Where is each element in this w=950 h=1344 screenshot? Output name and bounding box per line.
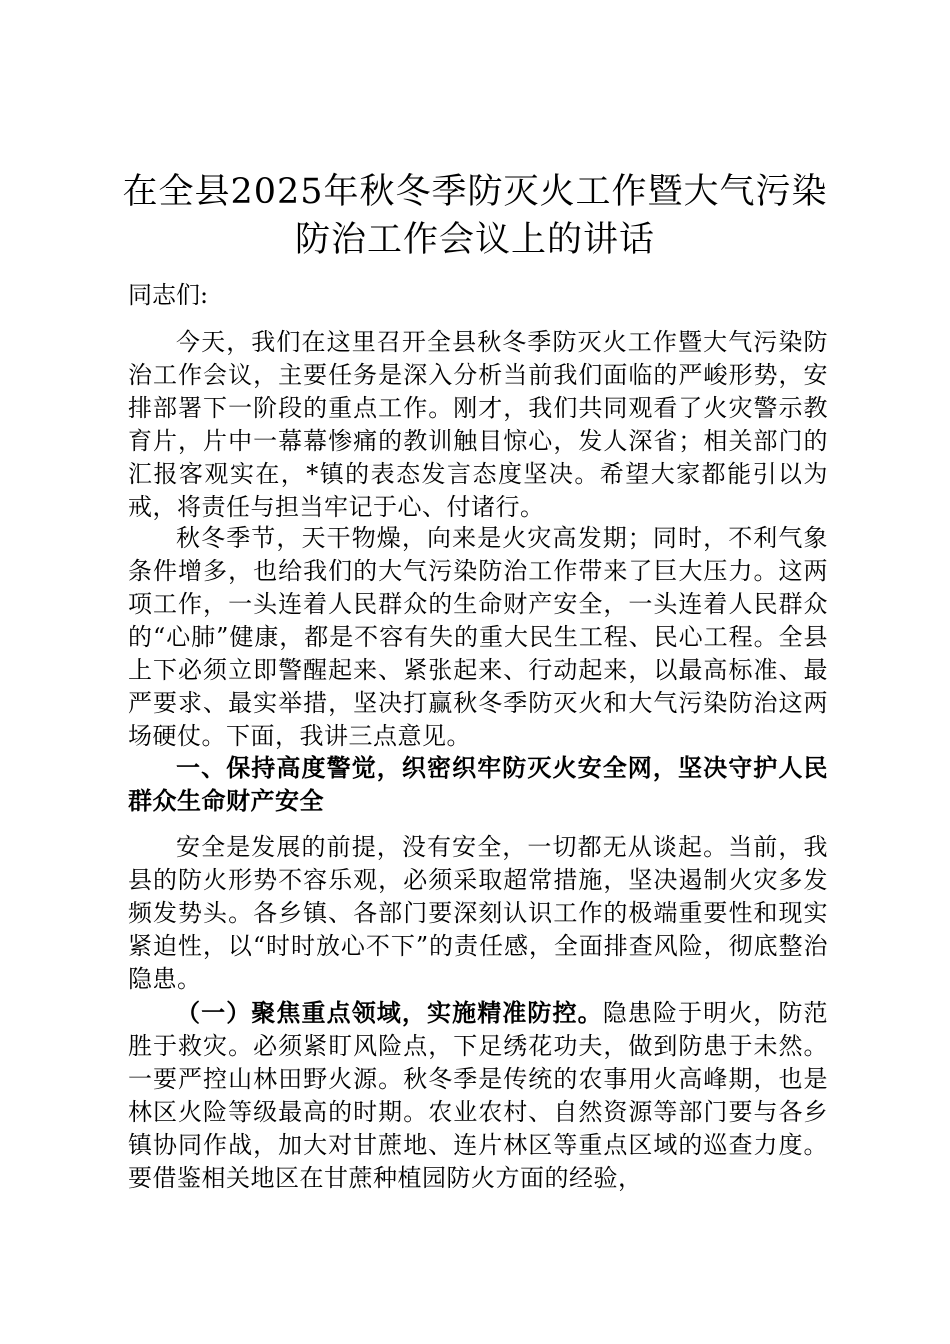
paragraph-opening: 今天，我们在这里召开全县秋冬季防灭火工作暨大气污染防治工作会议，主要任务是深入分析当前我们面临的严峻形势，安排部署下一阶段的重点工作。刚才，我们共同观看了火灾警示教育片，片中一幕幕惨痛的教训触目惊心，发人深省；相关部门的汇报客观实在，*镇的表态发言态度坚决。希望大家都能引以为戒，将责任与担当牢记于心、付诸行。 <box>128 328 828 521</box>
subsection-body-1: 隐患险于明火，防范胜于救灾。必须紧盯风险点，下足绣花功夫，做到防患于未然。一要严控山林田野火源。秋冬季是传统的农事用火高峰期，也是林区火险等级最高的时期。农业农村、自然资源等部门要与各乡镇协同作战，加大对甘蔗地、连片林区等重点区域的巡查力度。要借鉴相关地区在甘蔗种植园防火方面的经验， <box>128 999 829 1192</box>
title-line-1: 在全县2025年秋冬季防灭火工作暨大气污染 <box>122 172 828 212</box>
paragraph-subsection-1 <box>128 996 828 1195</box>
paragraph-safety: 安全是发展的前提，没有安全，一切都无从谈起。当前，我县的防火形势不容乐观，必须采取超常措施，坚决遏制火灾多发频发势头。各乡镇、各部门要深刻认识工作的极端重要性和现实紧迫性，以“时时放心不下”的责任感，全面排查风险，彻底整治隐患。 <box>128 833 828 993</box>
section-heading-1: 一、保持高度警觉，织密织牢防灭火安全网，坚决守护人民群众生命财产安全 <box>128 753 828 815</box>
document-title <box>120 168 830 264</box>
title-line-2: 防治工作会议上的讲话 <box>294 220 655 260</box>
subsection-heading-1: （一）聚焦重点领域，实施精准防控。 <box>176 998 603 1027</box>
paragraph-context: 秋冬季节，天干物燥，向来是火灾高发期；同时，不利气象条件增多，也给我们的大气污染防治工作带来了巨大压力。这两项工作，一头连着人民群众的生命财产安全，一头连着人民群众的“心肺”健康，都是不容有失的重大民生工程、民心工程。全县上下必须立即警醒起来、紧张起来、行动起来，以最高标准、最严要求、最实举措，坚决打赢秋冬季防灭火和大气污染防治这两场硬仗。下面，我讲三点意见。 <box>128 524 828 750</box>
salutation: 同志们: <box>128 281 209 309</box>
